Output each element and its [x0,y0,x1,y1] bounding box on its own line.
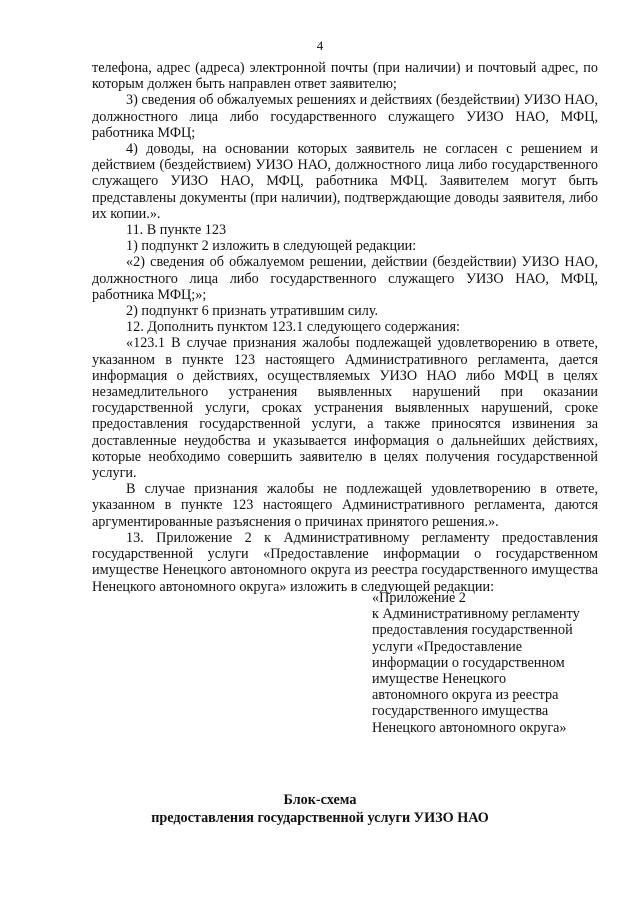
appendix-line: имуществе Ненецкого [372,671,507,688]
paragraph-point-12: 12. Дополнить пунктом 123.1 следующего содержания: [126,319,460,336]
paragraph-rejection: В случае признания жалобы не подлежащей удовлетворению в ответе, указанном в пункте 123 настоящего Административного регламента, даются аргументированные разъяснения о причинах принятого решения.». [92,481,598,530]
paragraph-contact-info: телефона, адрес (адреса) электронной почты (при наличии) и почтовый адрес, по которым должен быть направлен ответ заявителю; [92,60,598,93]
appendix-line: информации о государственном [372,654,565,671]
paragraph-item-4: 4) доводы, на основании которых заявитель не согласен с решением и действием (бездействием) УИЗО НАО, должностного лица либо государственного служащего УИЗО НАО, МФЦ, работника МФЦ. Заявителем могут быть представлены документы (при наличии), подтверждающие доводы заявителя, либо их копии.». [92,141,598,222]
flowchart-subtitle: предоставления государственной услуги УИЗО НАО [151,810,489,826]
paragraph-item-3: 3) сведения об обжалуемых решениях и действиях (бездействии) УИЗО НАО, должностного лица либо государственного служащего УИЗО НАО, МФЦ, работника МФЦ; [92,92,598,141]
appendix-line: автономного округа из реестра [372,687,559,704]
paragraph-new-subpoint-2: «2) сведения об обжалуемом решении, действии (бездействии) УИЗО НАО, должностного лица либо государственного служащего УИЗО НАО, МФЦ, работника МФЦ;»; [92,254,598,303]
paragraph-point-13: 13. Приложение 2 к Административному регламенту предоставления государственной услуги «Предоставление информации о государственном имуществе Ненецкого автономного округа из реестра государственного имущества Ненецкого автономного округа» изложить в следующей редакции: [92,529,598,595]
document-body [92,60,598,595]
flowchart-title: Блок-схема [283,792,357,808]
paragraph-point-11: 11. В пункте 123 [126,222,227,239]
appendix-line: к Административному регламенту [372,606,580,623]
appendix-header [372,590,602,736]
appendix-line: услуги «Предоставление [372,638,523,655]
page-number: 4 [316,38,324,53]
paragraph-123-1: «123.1 В случае признания жалобы подлежащей удовлетворению в ответе, указанном в пункте 123 настоящего Административного регламента, дается информация о действиях, осуществляемых УИЗО НАО либо МФЦ в целях незамедлительного устранения выявленных нарушений при оказании государственной услуги, сроках устранения выявленных нарушений, сроке предоставления государственной услуги, а также приносятся извинения за доставленные неудобства и указывается информация о дальнейших действиях, которые необходимо совершить заявителю в целях получения государственной услуги. [92,335,598,482]
paragraph-subpoint-6: 2) подпункт 6 признать утратившим силу. [126,303,379,320]
appendix-line: предоставления государственной [372,622,573,639]
appendix-line: Ненецкого автономного округа» [372,719,567,736]
paragraph-subpoint-1: 1) подпункт 2 изложить в следующей редакции: [126,238,417,255]
appendix-line: «Приложение 2 [372,590,466,606]
appendix-line: государственного имущества [372,703,549,720]
